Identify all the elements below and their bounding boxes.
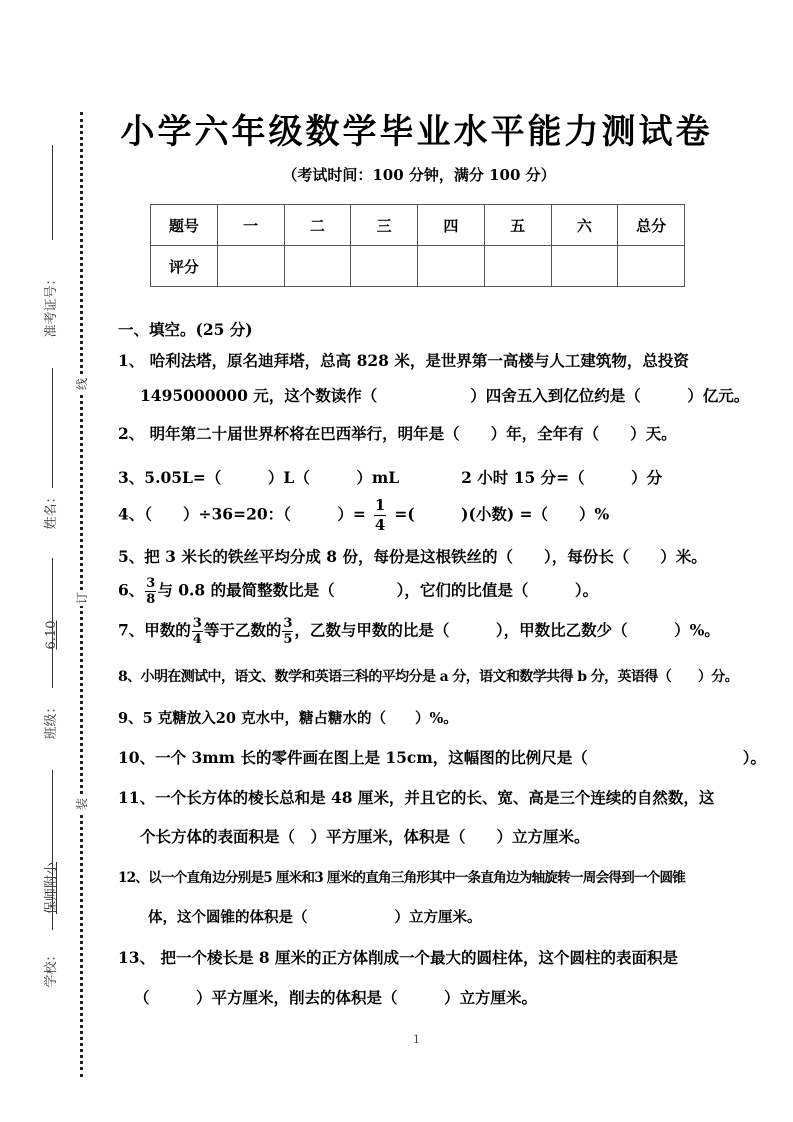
question-4	[118, 496, 609, 535]
class-label: 班级：	[44, 700, 59, 740]
binding-mark-staple: 订	[75, 592, 89, 605]
binding-mark-bind: 装	[75, 798, 89, 811]
score-table	[150, 204, 685, 287]
score-cell	[551, 246, 618, 287]
question-7: 7、甲数的 $\frac{3}{4}$ 等于乙数的 $\frac{3}{5}$ ，乙数与甲数的比是（ ），甲数比乙数少（ ）%。	[118, 616, 720, 647]
score-header-cell: 总分	[618, 205, 685, 246]
question-6: 6、 $\frac{3}{8}$ 与 0.8 的最简整数比是（ ），它们的比值是（ ）。	[118, 576, 599, 607]
question-13-line-2: （ ）平方厘米，削去的体积是（ ）立方厘米。	[134, 988, 538, 1007]
question-4-part-1: 4、（ ）÷36=20：（ ）=	[118, 504, 366, 524]
section-heading: 一、填空。(25 分)	[118, 320, 253, 339]
score-cell	[284, 246, 351, 287]
school-value: 保师附小	[44, 862, 59, 915]
school-label: 学校：	[44, 948, 59, 988]
fraction-three-fifths: $\frac{3}{5}$	[283, 616, 293, 647]
score-header-cell: 一	[217, 205, 284, 246]
score-header-cell: 题号	[151, 205, 218, 246]
question-8: 8、小明在测试中，语文、数学和英语三科的平均分是 a 分，语文和数学共得 b 分，英语得（ ）分。	[118, 669, 739, 685]
question-1-line-2: 1495000000 元，这个数读作（ ）四舍五入到亿位约是（ ）亿元。	[140, 386, 750, 405]
question-2: 2、 明年第二十届世界杯将在巴西举行，明年是（ ）年，全年有（ ）天。	[118, 424, 677, 443]
question-5: 5、把 3 米长的铁丝平均分成 8 份，每份是这根铁丝的（ ），每份长（ ）米。	[118, 547, 707, 566]
question-11-line-2: 个长方体的表面积是（ ）平方厘米，体积是（ ）立方厘米。	[140, 827, 590, 846]
exam-number-label: 准考证号：	[44, 272, 59, 338]
score-cell	[618, 246, 685, 287]
fraction-three-quarters: $\frac{3}{4}$	[192, 616, 202, 647]
fraction-one-quarter: $\frac{1}{4}$	[374, 496, 386, 534]
question-10: 10、一个 3mm 长的零件画在图上是 15cm，这幅图的比例尺是（ ）。	[118, 748, 767, 767]
question-3: 3、5.05L=（ ）L（ ）mL 2 小时 15 分=（ ）分	[118, 468, 663, 487]
exam-title: 小学六年级数学毕业水平能力测试卷	[120, 112, 713, 152]
question-12-line-1: 12、以一个直角边分别是5 厘米和3 厘米的直角三角形其中一条直角边为轴旋转一周会得到一个圆锥	[118, 870, 686, 886]
page-number: 1	[413, 1033, 420, 1046]
question-12-line-2: 体，这个圆锥的体积是（ ）立方厘米。	[148, 909, 482, 926]
class-value: 6.10	[44, 620, 59, 650]
question-4-part-2: =( )(小数) =（ ）%	[394, 504, 610, 524]
name-label: 姓名：	[44, 490, 59, 530]
score-row-label: 评分	[151, 246, 218, 287]
fraction-three-eighths: $\frac{3}{8}$	[146, 576, 156, 607]
question-9: 9、5 克糖放入20 克水中，糖占糖水的（ ）%。	[118, 710, 458, 727]
question-1-line-1: 1、 哈利法塔，原名迪拜塔，总高 828 米，是世界第一高楼与人工建筑物，总投资	[118, 351, 689, 370]
score-header-cell: 五	[484, 205, 551, 246]
binding-mark-line: 线	[75, 378, 89, 391]
score-table-score-row	[151, 246, 685, 287]
exam-subtitle: （考试时间：100 分钟，满分 100 分）	[282, 166, 556, 184]
score-cell	[484, 246, 551, 287]
score-header-cell: 二	[284, 205, 351, 246]
score-cell	[217, 246, 284, 287]
score-header-cell: 四	[418, 205, 485, 246]
score-cell	[418, 246, 485, 287]
score-header-cell: 三	[351, 205, 418, 246]
exam-number-underline	[52, 145, 53, 240]
question-11-line-1: 11、一个长方体的棱长总和是 48 厘米，并且它的长、宽、高是三个连续的自然数，这	[118, 788, 715, 807]
score-table-header-row	[151, 205, 685, 246]
question-13-line-1: 13、 把一个棱长是 8 厘米的正方体削成一个最大的圆柱体，这个圆柱的表面积是	[118, 948, 679, 967]
score-header-cell: 六	[551, 205, 618, 246]
score-cell	[351, 246, 418, 287]
